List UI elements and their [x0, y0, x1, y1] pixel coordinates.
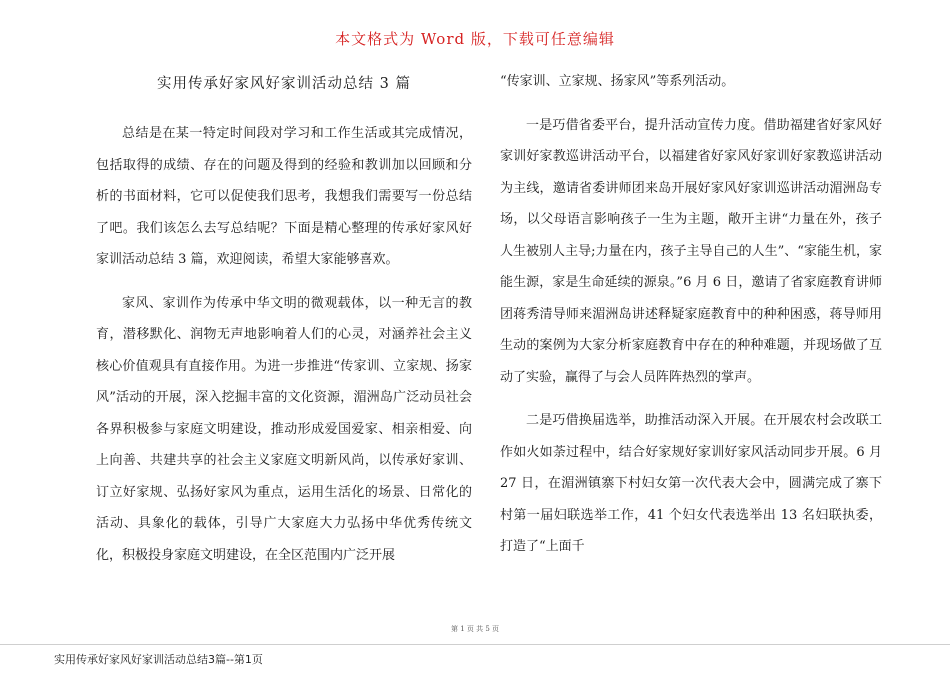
page-number: 第 1 页 共 5 页 — [450, 625, 500, 633]
body-paragraph: 二是巧借换届选举，助推活动深入开展。在开展农村会改联工作如火如荼过程中，结合好家规好家训好家风活动同步开展。6 月 27 日，在湄洲镇寨下村妇女第一次代表大会中，圆满完成了寨下村第一届妇联选举工作，41 个妇女代表选举出 13 名妇联执委，打造了“上面千 — [500, 413, 882, 554]
page-footer — [0, 644, 950, 673]
body-paragraph: 一是巧借省委平台，提升活动宣传力度。借助福建省好家风好家训好家教巡讲活动平台，以福建省好家风好家训好家教巡讲活动为主线，邀请省委讲师团来岛开展好家风好家训巡讲活动湄洲岛专场，以父母语言影响孩子一生为主题，敞开主讲“力量在外，孩子人生被别人主导;力量在内，孩子主导自己的人生”、“家能生机，家能生源，家是生命延续的源泉。”6 月 6 日，邀请了省家庭教育讲师团蒋秀清导师来湄洲岛讲述释疑家庭教育中的种种困惑，蒋导师用生动的案例为大家分析家庭教育中存在的种种难题，并现场做了互动了实验，赢得了与会人员阵阵热烈的掌声。 — [500, 117, 882, 385]
format-banner: 本文格式为 Word 版，下载可任意编辑 — [335, 30, 615, 48]
document-title: 实用传承好家风好家训活动总结 3 篇 — [157, 76, 411, 92]
left-column — [96, 118, 472, 583]
intro-paragraph: 总结是在某一特定时间段对学习和工作生活或其完成情况，包括取得的成绩、存在的问题及得到的经验和教训加以回顾和分析的书面材料，它可以促使我们思考，我想我们需要写一份总结了吧。我们该怎么去写总结呢？下面是精心整理的传承好家风好家训活动总结 3 篇，欢迎阅读，希望大家能够喜欢。 — [96, 126, 472, 267]
footer-text: 实用传承好家风好家训活动总结3篇--第1页 — [54, 653, 263, 666]
continued-line: “传家训、立家规、扬家风”等系列活动。 — [500, 74, 735, 89]
body-paragraph: 家风、家训作为传承中华文明的微观载体，以一种无言的教育，潜移默化、润物无声地影响着人们的心灵，对涵养社会主义核心价值观具有直接作用。为进一步推进“传家训、立家规、扬家风”活动的开展，深入挖掘丰富的文化资源，湄洲岛广泛动员社会各界积极参与家庭文明建设，推动形成爱国爱家、相亲相爱、向上向善、共建共享的社会主义家庭文明新风尚，以传承好家训、订立好家规、弘扬好家风为重点，运用生活化的场景、日常化的活动、具象化的载体，引导广大家庭大力弘扬中华优秀传统文化，积极投身家庭文明建设，在全区范围内广泛开展 — [96, 295, 472, 563]
right-column — [500, 66, 882, 575]
